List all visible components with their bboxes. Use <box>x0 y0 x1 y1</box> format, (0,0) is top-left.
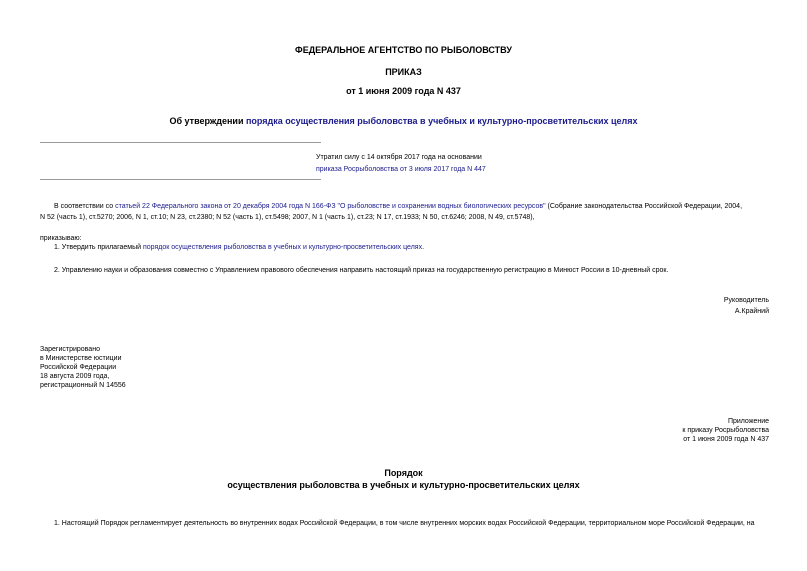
registration-line: в Министерстве юстиции <box>40 355 122 362</box>
expired-note-line: Утратил силу с 14 октября 2017 года на основании <box>316 154 482 161</box>
signature-name: А.Крайний <box>734 308 769 315</box>
title-link[interactable]: порядка осуществления рыболовства в учебных и культурно-просветительских целях <box>245 116 638 126</box>
preamble-law-link[interactable]: статьей 22 Федерального закона от 20 декабря 2004 года N 166-ФЗ "О рыболовстве и сохранении водных биологических ресурсов" <box>115 203 546 210</box>
order-date: от 1 июня 2009 года N 437 <box>346 86 461 96</box>
appendix-line: к приказу Росрыболовства <box>682 427 769 434</box>
order-label: приказываю: <box>40 235 82 242</box>
divider-bottom <box>40 179 321 180</box>
appendix-line: от 1 июня 2009 года N 437 <box>683 436 769 443</box>
item-1 <box>54 243 424 252</box>
item-1-suffix: . <box>422 244 425 251</box>
item-2: 2. Управлению науки и образования совместно с Управлением правового обеспечения направить настоящий приказ на государственную регистрацию в Минюст России в 10-дневный срок. <box>54 267 669 274</box>
registration-line: Зарегистрировано <box>40 346 100 353</box>
registration-line: Российской Федерации <box>40 364 117 371</box>
preamble-text-after: (Собрание законодательства Российской Федерации, 2004, <box>545 203 743 210</box>
document-title <box>0 116 807 126</box>
title-prefix: Об утверждении <box>169 116 246 126</box>
expired-note-link[interactable]: приказа Росрыболовства от 3 июля 2017 года N 447 <box>316 166 486 173</box>
appendix-block <box>682 417 769 444</box>
appendix-line: Приложение <box>727 418 769 425</box>
preamble-line-1 <box>54 202 742 211</box>
item-1-link[interactable]: порядок осуществления рыболовства в учебных и культурно-просветительских целях <box>142 244 423 251</box>
preamble-text-before: В соответствии со <box>54 203 116 210</box>
agency-heading: ФЕДЕРАЛЬНОЕ АГЕНТСТВО ПО РЫБОЛОВСТВУ <box>295 45 512 55</box>
registration-block <box>40 345 126 390</box>
registration-line: регистрационный N 14556 <box>40 382 126 389</box>
procedure-subtitle: осуществления рыболовства в учебных и культурно-просветительских целях <box>227 480 580 490</box>
signature-position: Руководитель <box>723 297 769 304</box>
preamble-line-2: N 52 (часть 1), ст.5270; 2006, N 1, ст.10; N 23, ст.2380; N 52 (часть 1), ст.5498; 2007, N 1 (часть 1), ст.23; N 17, ст.1933; N 50, ст.6246; 2008, N 49, ст.5748), <box>40 214 535 221</box>
item-1-prefix: 1. Утвердить прилагаемый <box>54 244 143 251</box>
procedure-title: Порядок <box>384 468 423 478</box>
order-heading: ПРИКАЗ <box>385 67 422 77</box>
procedure-paragraph-1: 1. Настоящий Порядок регламентирует деятельность во внутренних водах Российской Федерации, в том числе внутренних морских водах Российской Федерации, территориальном море Российской Федерации, на <box>54 520 755 527</box>
divider-top <box>40 142 321 143</box>
registration-line: 18 августа 2009 года, <box>40 373 110 380</box>
